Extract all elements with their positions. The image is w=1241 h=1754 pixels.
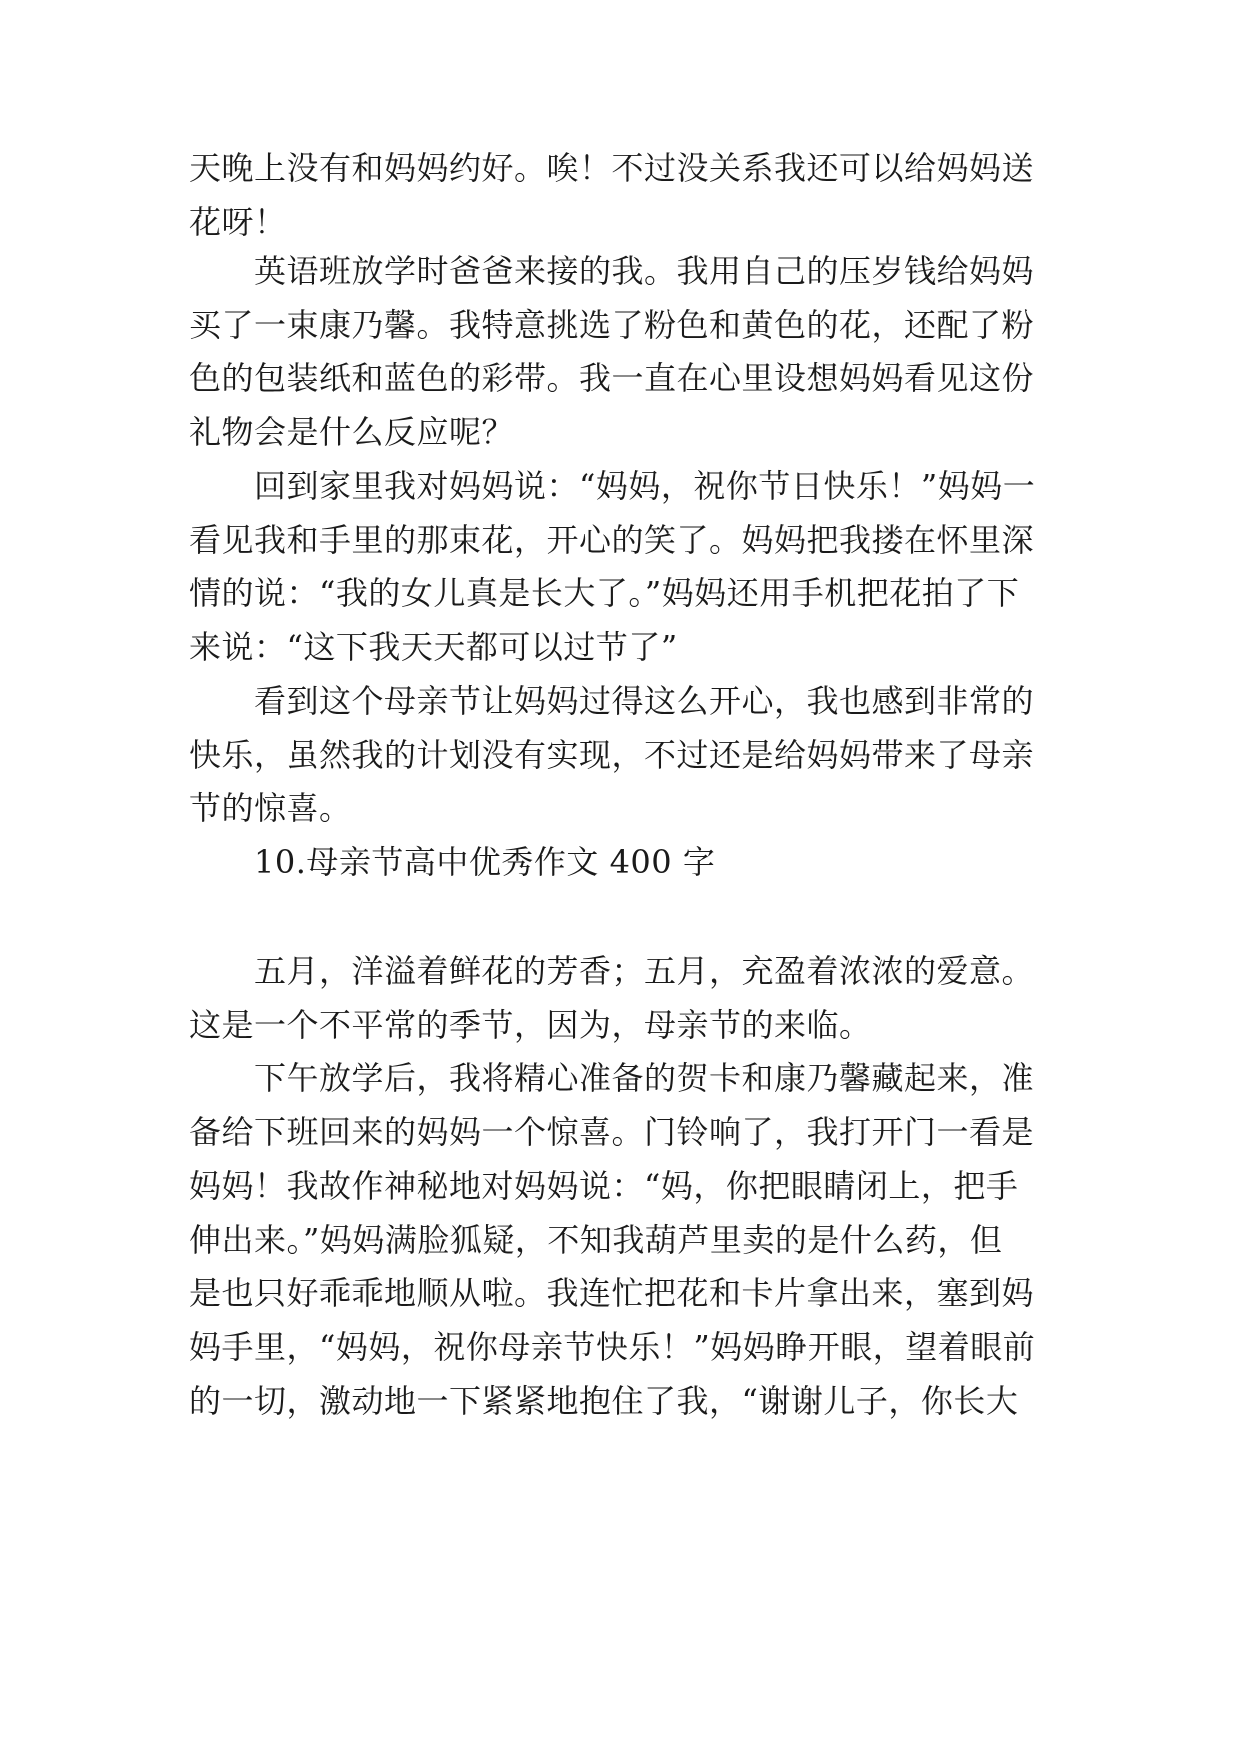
text-line: 妈手里，“妈妈，祝你母亲节快乐！”妈妈睁开眼，望着眼前 (189, 1328, 1036, 1366)
paragraph-start: 下午放学后，我将精心准备的贺卡和康乃馨藏起来，准 (254, 1059, 1035, 1097)
text-line: 色的包装纸和蓝色的彩带。我一直在心里设想妈妈看见这份 (189, 359, 1035, 397)
paragraph-start: 五月，洋溢着鲜花的芳香；五月，充盈着浓浓的爱意。 (254, 952, 1035, 990)
text-line: 天晚上没有和妈妈约好。唉！不过没关系我还可以给妈妈送 (189, 149, 1035, 187)
paragraph-start: 看到这个母亲节让妈妈过得这么开心，我也感到非常的 (254, 682, 1035, 720)
text-line: 来说：“这下我天天都可以过节了” (189, 628, 678, 666)
text-line: 备给下班回来的妈妈一个惊喜。门铃响了，我打开门一看是 (189, 1113, 1035, 1151)
text-line: 伸出来。”妈妈满脸狐疑，不知我葫芦里卖的是什么药，但 (189, 1221, 1003, 1259)
text-line: 快乐，虽然我的计划没有实现，不过还是给妈妈带来了母亲 (189, 736, 1035, 774)
section-heading: 10.母亲节高中优秀作文 400 字 (254, 843, 716, 881)
paragraph-start: 英语班放学时爸爸来接的我。我用自己的压岁钱给妈妈 (254, 252, 1035, 290)
text-line: 花呀！ (189, 203, 287, 241)
text-line: 的一切，激动地一下紧紧地抱住了我，“谢谢儿子，你长大 (189, 1382, 1019, 1420)
text-line: 是也只好乖乖地顺从啦。我连忙把花和卡片拿出来，塞到妈 (189, 1274, 1035, 1312)
text-line: 节的惊喜。 (189, 789, 352, 827)
text-line: 看见我和手里的那束花，开心的笑了。妈妈把我搂在怀里深 (189, 521, 1035, 559)
text-line: 妈妈！我故作神秘地对妈妈说：“妈，你把眼睛闭上，把手 (189, 1167, 1019, 1205)
text-line: 这是一个不平常的季节，因为，母亲节的来临。 (189, 1006, 872, 1044)
paragraph-start: 回到家里我对妈妈说：“妈妈，祝你节日快乐！”妈妈一 (254, 467, 1036, 505)
text-line: 情的说：“我的女儿真是长大了。”妈妈还用手机把花拍了下 (189, 574, 1020, 612)
text-line: 礼物会是什么反应呢？ (189, 413, 515, 451)
text-line: 买了一束康乃馨。我特意挑选了粉色和黄色的花，还配了粉 (189, 306, 1035, 344)
